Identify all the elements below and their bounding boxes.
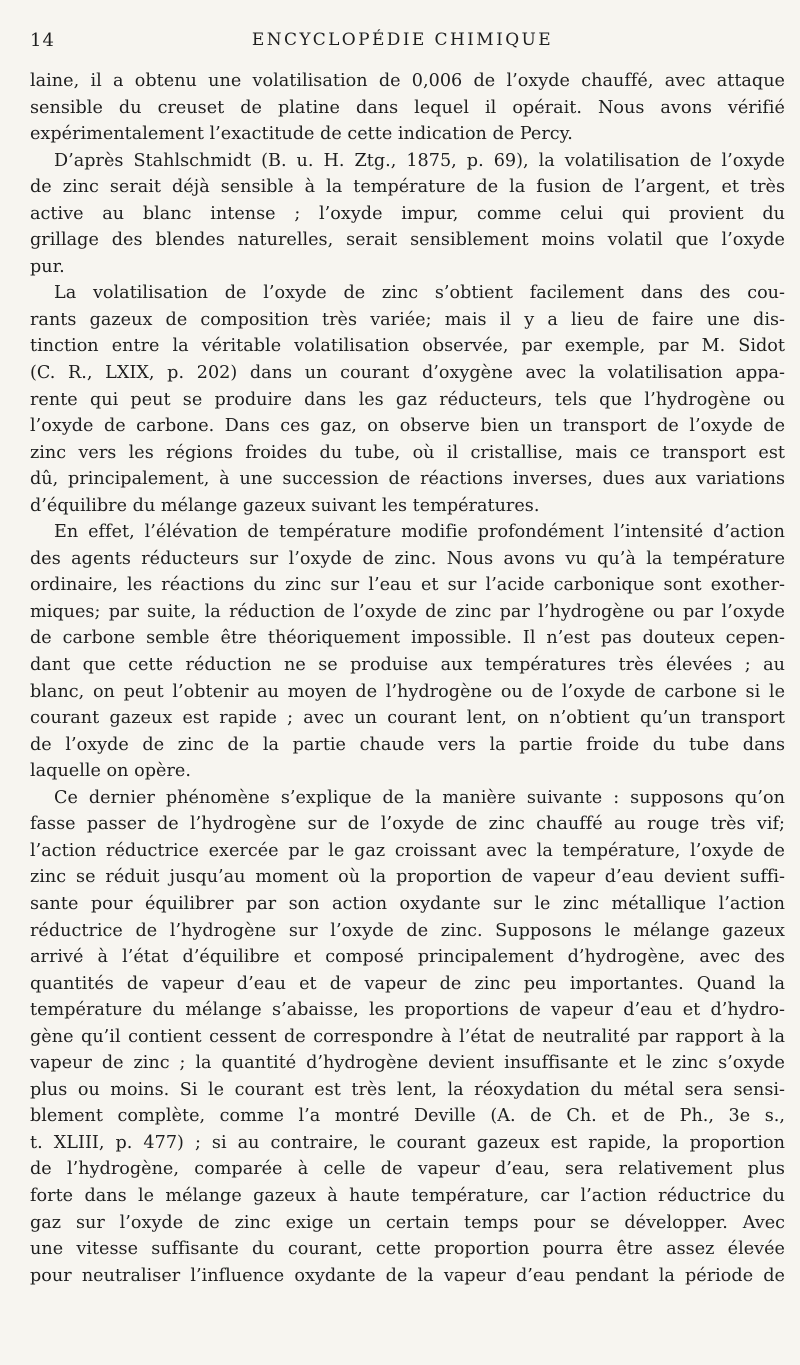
running-header [30, 30, 775, 54]
text-line: de carbone semble être théoriquement impossible. Il n’est pas douteux cepen- [30, 628, 785, 649]
text-line: zinc vers les régions froides du tube, où il cristallise, mais ce transport est [30, 442, 785, 463]
text-line: blement complète, comme l’a montré Deville (A. de Ch. et de Ph., 3e s., [30, 1106, 785, 1127]
text-line: t. XLIII, p. 477) ; si au contraire, le courant gazeux est rapide, la proportion [30, 1132, 785, 1153]
text-line: miques; par suite, la réduction de l’oxyde de zinc par l’hydrogène ou par l’oxyde [30, 601, 785, 622]
text-line: dû, principalement, à une succession de réactions inverses, dues aux variations [30, 469, 785, 490]
page-number: 14 [30, 30, 55, 51]
text-line: En effet, l’élévation de température modifie profondément l’intensité d’action [54, 522, 785, 543]
text-line: sante pour équilibrer par son action oxydante sur le zinc métallique l’action [30, 893, 785, 914]
text-line: arrivé à l’état d’équilibre et composé principalement d’hydrogène, avec des [30, 947, 785, 968]
text-line: pur. [30, 256, 65, 277]
text-line: laine, il a obtenu une volatilisation de 0,006 de l’oxyde chauffé, avec attaque [30, 71, 785, 91]
text-line: de l’oxyde de zinc de la partie chaude vers la partie froide du tube dans [30, 734, 785, 755]
text-line: sensible du creuset de platine dans lequel il opérait. Nous avons vérifié [30, 97, 785, 118]
text-line: réductrice de l’hydrogène sur l’oxyde de zinc. Supposons le mélange gazeux [30, 920, 785, 941]
text-line: active au blanc intense ; l’oxyde impur, comme celui qui provient du [30, 203, 785, 224]
text-line: laquelle on opère. [30, 761, 191, 782]
text-line: pour neutraliser l’influence oxydante de la vapeur d’eau pendant la période de [30, 1265, 785, 1286]
text-line: zinc se réduit jusqu’au moment où la proportion de vapeur d’eau devient suffi- [30, 867, 785, 888]
text-line: blanc, on peut l’obtenir au moyen de l’hydrogène ou de l’oxyde de carbone si le [30, 681, 785, 702]
body-text [30, 68, 785, 1289]
text-line: forte dans le mélange gazeux à haute température, car l’action réductrice du [30, 1185, 785, 1206]
text-line: grillage des blendes naturelles, serait sensiblement moins volatil que l’oxyde [30, 230, 785, 251]
text-line: ordinaire, les réactions du zinc sur l’eau et sur l’acide carbonique sont exother- [30, 575, 785, 596]
text-line: rants gazeux de composition très variée; mais il y a lieu de faire une dis- [30, 309, 785, 330]
text-line: l’action réductrice exercée par le gaz croissant avec la température, l’oxyde de [30, 840, 785, 861]
text-line: d’équilibre du mélange gazeux suivant les températures. [30, 495, 540, 516]
text-line: courant gazeux est rapide ; avec un courant lent, on n’obtient qu’un transport [30, 708, 785, 729]
text-line: (C. R., LXIX, p. 202) dans un courant d’oxygène avec la volatilisation appa- [30, 363, 785, 384]
text-line: température du mélange s’abaisse, les proportions de vapeur d’eau et d’hydro- [30, 1000, 785, 1021]
text-line: fasse passer de l’hydrogène sur de l’oxyde de zinc chauffé au rouge très vif; [30, 814, 785, 835]
text-line: expérimentalement l’exactitude de cette indication de Percy. [30, 124, 573, 145]
text-line: gaz sur l’oxyde de zinc exige un certain temps pour se développer. Avec [30, 1212, 785, 1233]
text-line: tinction entre la véritable volatilisation observée, par exemple, par M. Sidot [30, 336, 785, 357]
text-line: La volatilisation de l’oxyde de zinc s’obtient facilement dans des cou- [54, 283, 785, 304]
text-line: rente qui peut se produire dans les gaz réducteurs, tels que l’hydrogène ou [30, 389, 785, 410]
text-line: une vitesse suffisante du courant, cette proportion pourra être assez élevée [30, 1239, 785, 1260]
text-line: plus ou moins. Si le courant est très lent, la réoxydation du métal sera sensi- [30, 1079, 785, 1100]
text-line: de zinc serait déjà sensible à la température de la fusion de l’argent, et très [30, 177, 785, 198]
text-line: gène qu’il contient cessent de correspondre à l’état de neutralité par rapport à la [30, 1026, 785, 1047]
text-line: de l’hydrogène, comparée à celle de vapeur d’eau, sera relativement plus [30, 1159, 785, 1180]
text-line: quantités de vapeur d’eau et de vapeur de zinc peu importantes. Quand la [30, 973, 785, 994]
text-line: vapeur de zinc ; la quantité d’hydrogène devient insuffisante et le zinc s’oxyde [30, 1053, 785, 1074]
text-line: D’après Stahlschmidt (B. u. H. Ztg., 1875, p. 69), la volatilisation de l’oxyde [54, 150, 785, 171]
text-line: l’oxyde de carbone. Dans ces gaz, on observe bien un transport de l’oxyde de [30, 416, 785, 437]
running-title: ENCYCLOPÉDIE CHIMIQUE [251, 30, 554, 50]
text-line: Ce dernier phénomène s’explique de la manière suivante : supposons qu’on [54, 787, 785, 808]
text-line: dant que cette réduction ne se produise aux températures très élevées ; au [30, 655, 785, 676]
text-line: des agents réducteurs sur l’oxyde de zinc. Nous avons vu qu’à la température [30, 548, 785, 569]
